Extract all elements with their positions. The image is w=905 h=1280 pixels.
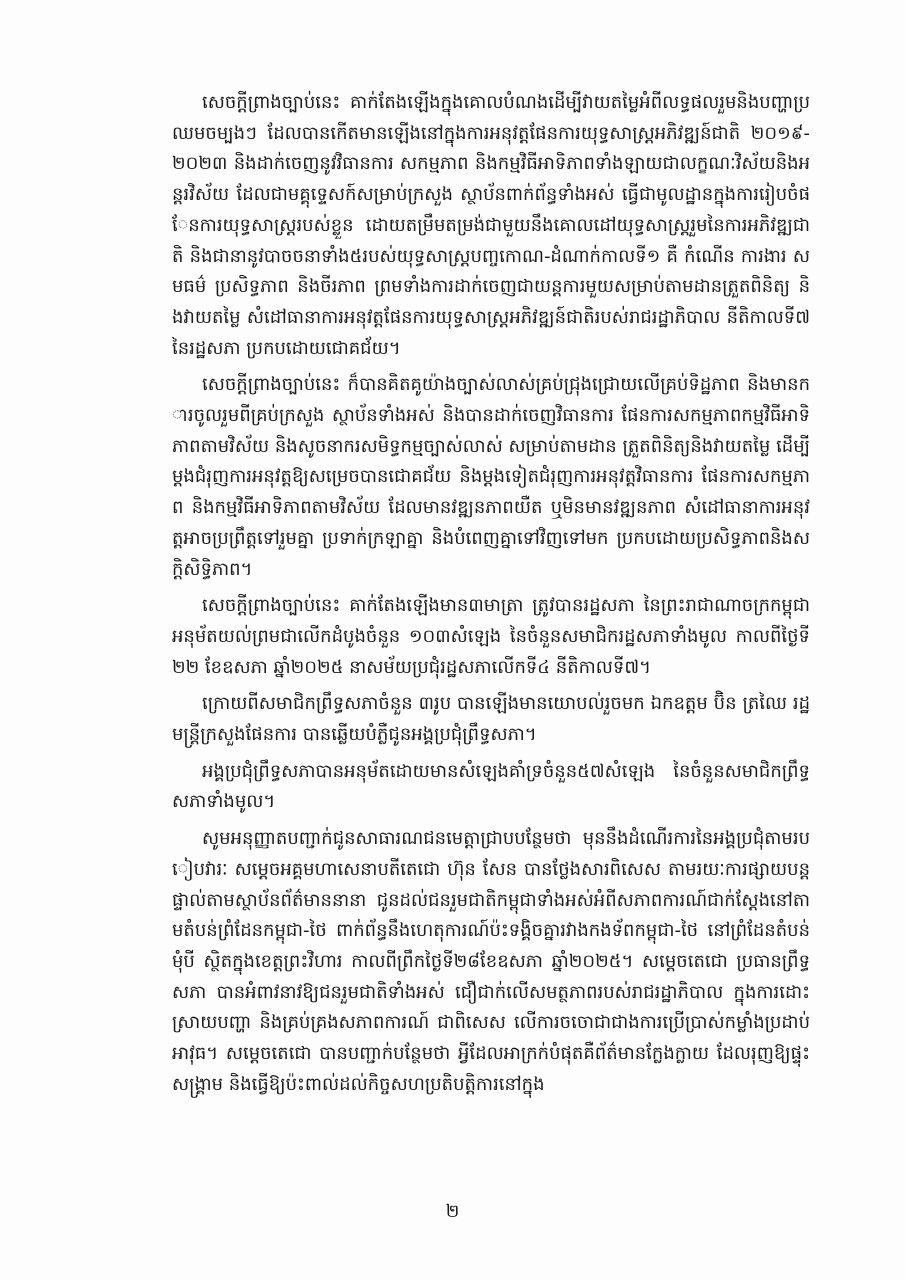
page-number: ២	[445, 1201, 460, 1222]
document-body	[172, 88, 810, 1107]
paragraph-law-purpose: សេចក្តីព្រាងច្បាប់នេះ គាក់តែងឡើងក្នុងគោលបំណងដើម្បីវាយតម្លៃអំពីលទ្ធផលរួមនិងបញ្ហាប្រឈមចម្បងៗ ដែលបានកើតមានឡើងនៅក្នុងការអនុវត្តផែនការយុទ្ធសាស្ត្រអភិវឌ្ឍន៍ជាតិ ២០១៩-២០២៣ និងដាក់ចេញនូវវិធានការ សកម្មភាព និងកម្មវិធីអាទិភាពទាំងឡាយជាលក្ខណៈវិស័យនិងអន្តរវិស័យ ដែលជាមគ្គុទ្ទេសក៍សម្រាប់ក្រសួង ស្ថាប័នពាក់ព័ន្ធទាំងអស់ ធ្វើជាមូលដ្ឋានក្នុងការរៀបចំផែនការយុទ្ធសាស្ត្ររបស់ខ្លួន ដោយតម្រឹមតម្រង់ជាមួយនឹងគោលដៅយុទ្ធសាស្ត្ររួមនៃការអភិវឌ្ឍជាតិ និងជានានូវបាចចនាទាំង៥របស់យុទ្ធសាស្ត្របញ្ចកោណ-ដំណាក់កាលទី១ គឺ កំណើន ការងារ សមធម៌ ប្រសិទ្ធភាព និងចីរភាព ព្រមទាំងការដាក់ចេញជាយន្តការមួយសម្រាប់តាមដានត្រួតពិនិត្យ និងវាយតម្លៃ សំដៅធានាការអនុវត្តផែនការយុទ្ធសាស្ត្រអភិវឌ្ឍន៍ជាតិរបស់រាជរដ្ឋាភិបាល នីតិកាលទី៧ នៃរដ្ឋសភា ប្រកបដោយជោគជ័យ។	[172, 92, 810, 359]
paragraph-senators-comments: ក្រោយពីសមាជិកព្រឹទ្ធសភាចំនួន ៣រូប បានឡើងមានយោបល់រួចមក ឯកឧត្តម ប៊ិន ត្រឈៃ រដ្ឋមន្ត្រីក្រសួងផែនការ បានឆ្លើយបំភ្លឺជូនអង្គប្រជុំព្រឹទ្ធសភា។	[172, 693, 810, 746]
paragraph-national-assembly-approval: សេចក្តីព្រាងច្បាប់នេះ គាក់តែងឡើងមាន៣មាត្រា ត្រូវបានរដ្ឋសភា នៃព្រះរាជាណាចក្រកម្ពុជា អនុម័តយល់ព្រមជាលើកដំបូងចំនួន ១០៣សំឡេង នៃចំនួនសមាជិករដ្ឋសភាទាំងមូល កាលពីថ្ងៃទី២២ ខែឧសភា ឆ្នាំ២០២៥ នាសម័យប្រជុំរដ្ឋសភាលើកទី៤ នីតិកាលទី៧។	[172, 595, 810, 678]
paragraph-law-consideration: សេចក្តីព្រាងច្បាប់នេះ ក៏បានគិតគូយ៉ាងច្បាស់លាស់គ្រប់ជ្រុងជ្រោយលើគ្រប់ទិដ្ឋភាព និងមានការចូលរួមពីគ្រប់ក្រសួង ស្ថាប័នទាំងអស់ និងបានដាក់ចេញវិធានការ ផែនការសកម្មភាពកម្មវិធីអាទិភាពតាមវិស័យ និងសូចនាករសមិទ្ធកម្មច្បាស់លាស់ សម្រាប់តាមដាន ត្រួតពិនិត្យនិងវាយតម្លៃ ដើម្បីម្តងជំរុញការអនុវត្តឱ្យសម្រេចបានជោគជ័យ និងម្តងទៀតជំរុញការអនុវត្តវិធានការ ផែនការសកម្មភាព និងកម្មវិធីអាទិភាពតាមវិស័យ ដែលមានវឌ្ឍនភាពយឺត ឬមិនមានវឌ្ឍនភាព សំដៅធានាការអនុវត្តអាចប្រព្រឹត្តទៅរួមគ្នា ប្រទាក់ក្រឡាគ្នា និងបំពេញគ្នាទៅវិញទៅមក ប្រកបដោយប្រសិទ្ធភាពនិងសក្តិសិទ្ធិភាព។	[172, 374, 810, 580]
paragraph-special-message: សូមអនុញ្ញាតបញ្ជាក់ជូនសាធារណជនមេត្តាជ្រាបបន្ថែមថា មុននឹងដំណើរការនៃអង្គប្រជុំតាមរបៀបវារៈ សម្តេចអគ្គមហាសេនាបតីតេជោ ហ៊ុន សែន បានថ្លែងសារពិសេស តាមរយៈការផ្សាយបន្តផ្ទាល់តាមស្ថាប័នព័ត៌មាននានា ជូនដល់ជនរួមជាតិកម្ពុជាទាំងអស់អំពីសភាពការណ៍ជាក់ស្តែងនៅតាមតំបន់ព្រំដែនកម្ពុជា-ថៃ ពាក់ព័ន្ធនឹងហេតុការណ៍ប៉ះទង្គិចគ្នារវាងកងទ័ពកម្ពុជា-ថៃ នៅព្រំដែនតំបន់មុំបី ស្ថិតក្នុងខេត្តព្រះវិហារ កាលពីព្រឹកថ្ងៃទី២៨ខែឧសភា ឆ្នាំ២០២៥។ សម្តេចតេជោ ប្រធានព្រឹទ្ធសភា បានអំពាវនាវឱ្យជនរួមជាតិទាំងអស់ ជឿជាក់លើសមត្ថភាពរបស់រាជរដ្ឋាភិបាល ក្នុងការដោះស្រាយបញ្ហា និងគ្រប់គ្រងសភាពការណ៍ ជាពិសេស លើការចចោជាជាងការប្រើប្រាស់កម្លាំងប្រដាប់អាវុធ។ សម្តេចតេជោ បានបញ្ជាក់បន្ថែមថា អ្វីដែលអាក្រក់បំផុតគឺព័ត៌មានក្លែងក្លាយ ដែលរុញឱ្យផ្ទុះសង្គ្រាម និងធ្វើឱ្យប៉ះពាល់ដល់កិច្ចសហប្រតិបត្តិការនៅក្នុង	[172, 828, 810, 1095]
paragraph-senate-vote: អង្គប្រជុំព្រឹទ្ធសភាបានអនុម័តដោយមានសំឡេងគាំទ្រចំនួន៥៧សំឡេង នៃចំនួនសមាជិកព្រឹទ្ធសភាទាំងមូល។	[172, 760, 810, 813]
